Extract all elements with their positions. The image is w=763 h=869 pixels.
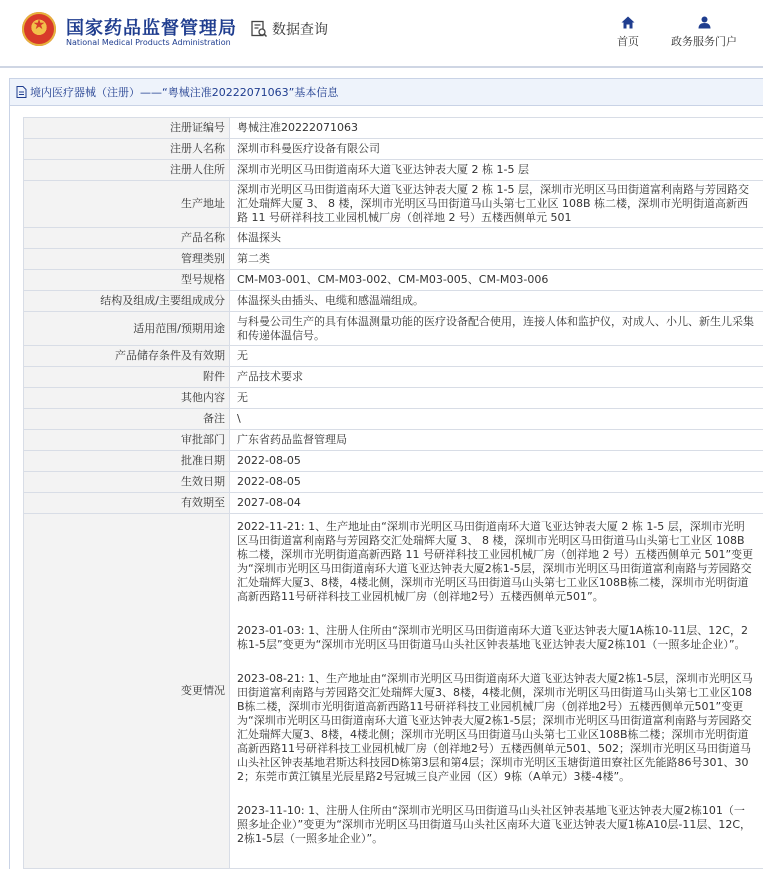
table-row: [24, 451, 763, 472]
table-row: [24, 118, 763, 139]
field-label: 注册人住所: [24, 160, 230, 181]
nav-service-portal-label: 政务服务门户: [671, 35, 737, 48]
field-value: 无: [230, 388, 763, 409]
field-value: 体温探头由插头、电缆和感温端组成。: [230, 291, 763, 312]
field-label: 生效日期: [24, 472, 230, 493]
field-value: 无: [230, 346, 763, 367]
field-value: 广东省药品监督管理局: [230, 430, 763, 451]
national-emblem-icon: [22, 12, 56, 46]
field-label: 产品储存条件及有效期: [24, 346, 230, 367]
field-value: 2022-08-05: [230, 472, 763, 493]
table-row: [24, 367, 763, 388]
field-label: 产品名称: [24, 228, 230, 249]
field-value: 产品技术要求: [230, 367, 763, 388]
data-query-link[interactable]: [250, 19, 328, 39]
table-row: [24, 181, 763, 228]
change-entry: 2023-01-03: 1、注册人住所由“深圳市光明区马田街道南环大道飞亚达钟表大厦1A栋10-11层、12C，2栋1-5层”变更为“深圳市光明区马田街道马山头社区钟表基地飞亚达钟表大厦2栋101（一照多址企业）”。: [237, 624, 748, 651]
table-row: [24, 409, 763, 430]
change-entry: 2022-11-21: 1、生产地址由“深圳市光明区马田街道南环大道飞亚达钟表大厦 2 栋 1-5 层，深圳市光明区马田街道富利南路与芳园路交汇处瑞辉大厦 3、 8 楼，深圳市光明区马田街道马山头第七工业区 108B 栋二楼，深圳市光明街道高新西路 11 号研祥科技工业园机械厂房（创祥地 2 号）五楼西侧单元 501”变更为“深圳市光明区马田街道南环大道飞亚达钟表大厦2栋1-5层，深圳市光明区马田街道富利南路与芳园路交汇处瑞辉大厦3、8楼，4楼北侧，深圳市光明区马田街道马山头第七工业区108B栋二楼，深圳市光明街道高新西路11号研祥科技工业园机械厂房（创祥地2号）五楼西侧单元501”。: [237, 520, 754, 603]
table-row: [24, 346, 763, 367]
field-label: 变更情况: [24, 514, 230, 869]
field-value: CM-M03-001、CM-M03-002、CM-M03-005、CM-M03-006: [230, 270, 763, 291]
field-value: 粤械注准20222071063: [230, 118, 763, 139]
field-label: 注册证编号: [24, 118, 230, 139]
table-row: [24, 312, 763, 346]
field-value: 深圳市科曼医疗设备有限公司: [230, 139, 763, 160]
table-row-changes: [24, 514, 763, 869]
change-entry: 2023-11-10: 1、注册人住所由“深圳市光明区马田街道马山头社区钟表基地飞亚达钟表大厦2栋101（一照多址企业）”变更为“深圳市光明区马田街道马山头社区南环大道飞亚达钟表大厦1栋A10层-11层、12C，2栋1-5层（一照多址企业）”。: [237, 804, 752, 845]
change-entry: 2023-08-21: 1、生产地址由“深圳市光明区马田街道南环大道飞亚达钟表大厦2栋1-5层，深圳市光明区马田街道富利南路与芳园路交汇处瑞辉大厦3、8楼，4楼北侧，深圳市光明区马田街道马山头第七工业区108B栋二楼，深圳市光明街道高新西路11号研祥科技工业园机械厂房（创祥地2号）五楼西侧单元501”变更为“深圳市光明区马田街道南环大道飞亚达钟表大厦2栋1-5层；深圳市光明区马田街道富利南路与芳园路交汇处瑞辉大厦3、8楼，4楼北侧；深圳市光明区马田街道马山头第七工业区108B栋二楼；深圳市光明街道高新西路11号研祥科技工业园机械厂房（创祥地2号）五楼西侧单元501、502；深圳市光明区马田街道马山头社区钟表基地君斯达科技园D栋第3层和第4层；深圳市光明区玉塘街道田寮社区先能路86号301、302；东莞市黄江镇星光辰星路2号冠城三良产业园（区）9栋（A单元）3楼-4楼”。: [237, 672, 753, 783]
registration-info-table: [23, 117, 763, 869]
panel-title-bar: [10, 79, 763, 106]
field-value: 2022-08-05: [230, 451, 763, 472]
header-divider: [0, 66, 763, 68]
field-label: 生产地址: [24, 181, 230, 228]
field-label: 备注: [24, 409, 230, 430]
table-row: [24, 430, 763, 451]
field-value: 2027-08-04: [230, 493, 763, 514]
field-label: 批准日期: [24, 451, 230, 472]
field-label: 适用范围/预期用途: [24, 312, 230, 346]
field-value: 第二类: [230, 249, 763, 270]
field-label: 结构及组成/主要组成成分: [24, 291, 230, 312]
data-query-label: 数据查询: [272, 22, 328, 38]
field-label: 其他内容: [24, 388, 230, 409]
document-search-icon: [250, 20, 268, 38]
detail-panel: [9, 78, 763, 869]
table-row: [24, 249, 763, 270]
table-row: [24, 388, 763, 409]
field-label: 有效期至: [24, 493, 230, 514]
table-row: [24, 493, 763, 514]
panel-title: 境内医疗器械（注册）——“粤械注准20222071063”基本信息: [30, 86, 339, 99]
document-icon: [16, 86, 27, 98]
nav-home-label: 首页: [617, 35, 639, 48]
field-label: 注册人名称: [24, 139, 230, 160]
table-row: [24, 139, 763, 160]
table-row: [24, 472, 763, 493]
field-label: 审批部门: [24, 430, 230, 451]
field-label: 管理类别: [24, 249, 230, 270]
site-title[interactable]: 国家药品监督管理局: [66, 18, 237, 39]
site-subtitle: National Medical Products Administration: [66, 38, 231, 47]
field-value: 深圳市光明区马田街道南环大道飞亚达钟表大厦 2 栋 1-5 层，深圳市光明区马田街道富利南路与芳园路交汇处瑞辉大厦 3、 8 楼，深圳市光明区马田街道马山头第七工业区 108B 栋二楼，深圳市光明街道高新西路 11 号研祥科技工业园机械厂房（创祥地 2 号）五楼西侧单元 501: [230, 181, 763, 228]
field-label: 型号规格: [24, 270, 230, 291]
user-icon: [698, 16, 711, 29]
table-row: [24, 270, 763, 291]
table-row: [24, 291, 763, 312]
field-value: 体温探头: [230, 228, 763, 249]
field-value: 与科曼公司生产的具有体温测量功能的医疗设备配合使用，连接人体和监护仪，对成人、小儿、新生儿采集和传递体温信号。: [230, 312, 763, 346]
field-label: 附件: [24, 367, 230, 388]
home-icon: [621, 16, 635, 29]
table-row: [24, 228, 763, 249]
nav-home[interactable]: [613, 16, 643, 49]
field-value: \: [230, 409, 763, 430]
field-value: 深圳市光明区马田街道南环大道飞亚达钟表大厦 2 栋 1-5 层: [230, 160, 763, 181]
change-history: [230, 514, 763, 869]
site-header: [0, 0, 763, 62]
table-row: [24, 160, 763, 181]
nav-service-portal[interactable]: [664, 16, 744, 49]
